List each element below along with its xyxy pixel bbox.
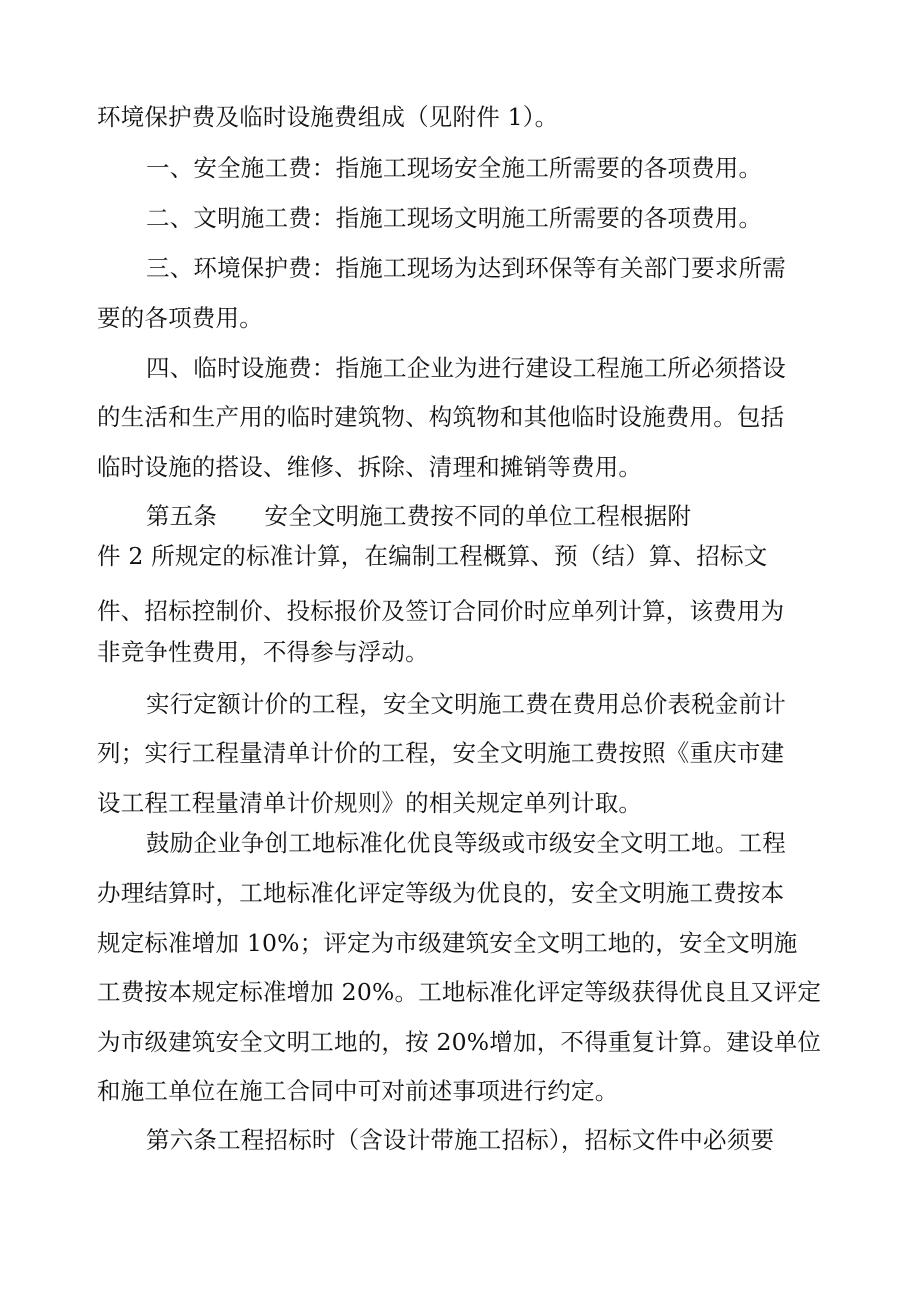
text-line: 的生活和生产用的临时建筑物、构筑物和其他临时设施费用。包括: [97, 403, 785, 431]
text-line: 要的各项费用。: [97, 304, 263, 332]
text-line: 鼓励企业争创工地标准化优良等级或市级安全文明工地。工程: [146, 829, 786, 857]
text-line: 和施工单位在施工合同中可对前述事项进行约定。: [97, 1077, 619, 1105]
text-line: 件、招标控制价、投标报价及签订合同价时应单列计算，该费用为: [97, 597, 785, 625]
text-line: 第五条 安全文明施工费按不同的单位工程根据附: [146, 502, 692, 530]
text-line: 列；实行工程量清单计价的工程，安全文明施工费按照《重庆市建: [97, 739, 785, 767]
text-line: 设工程工程量清单计价规则》的相关规定单列计取。: [97, 789, 643, 817]
text-line: 办理结算时，工地标准化评定等级为优良的，安全文明施工费按本: [97, 879, 785, 907]
text-line: 实行定额计价的工程，安全文明施工费在费用总价表税金前计: [146, 690, 786, 718]
text-line: 临时设施的搭设、维修、拆除、清理和摊销等费用。: [97, 453, 643, 481]
text-line: 一、安全施工费：指施工现场安全施工所需要的各项费用。: [146, 154, 763, 182]
text-line: 工费按本规定标准增加 20%。工地标准化评定等级获得优良且又评定: [97, 978, 822, 1006]
text-line: 四、临时设施费：指施工企业为进行建设工程施工所必须搭设: [146, 354, 786, 382]
text-line: 二、文明施工费：指施工现场文明施工所需要的各项费用。: [146, 204, 763, 232]
text-line: 环境保护费及临时设施费组成（见附件 1）。: [97, 103, 559, 131]
text-line: 件 2 所规定的标准计算，在编制工程概算、预（结）算、招标文: [97, 542, 768, 570]
text-line: 为市级建筑安全文明工地的，按 20%增加，不得重复计算。建设单位: [97, 1028, 822, 1056]
text-line: 非竞争性费用，不得参与浮动。: [97, 638, 429, 666]
text-line: 三、环境保护费：指施工现场为达到环保等有关部门要求所需: [146, 254, 786, 282]
text-line: 第六条工程招标时（含设计带施工招标），招标文件中必须要: [146, 1126, 775, 1154]
text-line: 规定标准增加 10%；评定为市级建筑安全文明工地的，安全文明施: [97, 929, 798, 957]
